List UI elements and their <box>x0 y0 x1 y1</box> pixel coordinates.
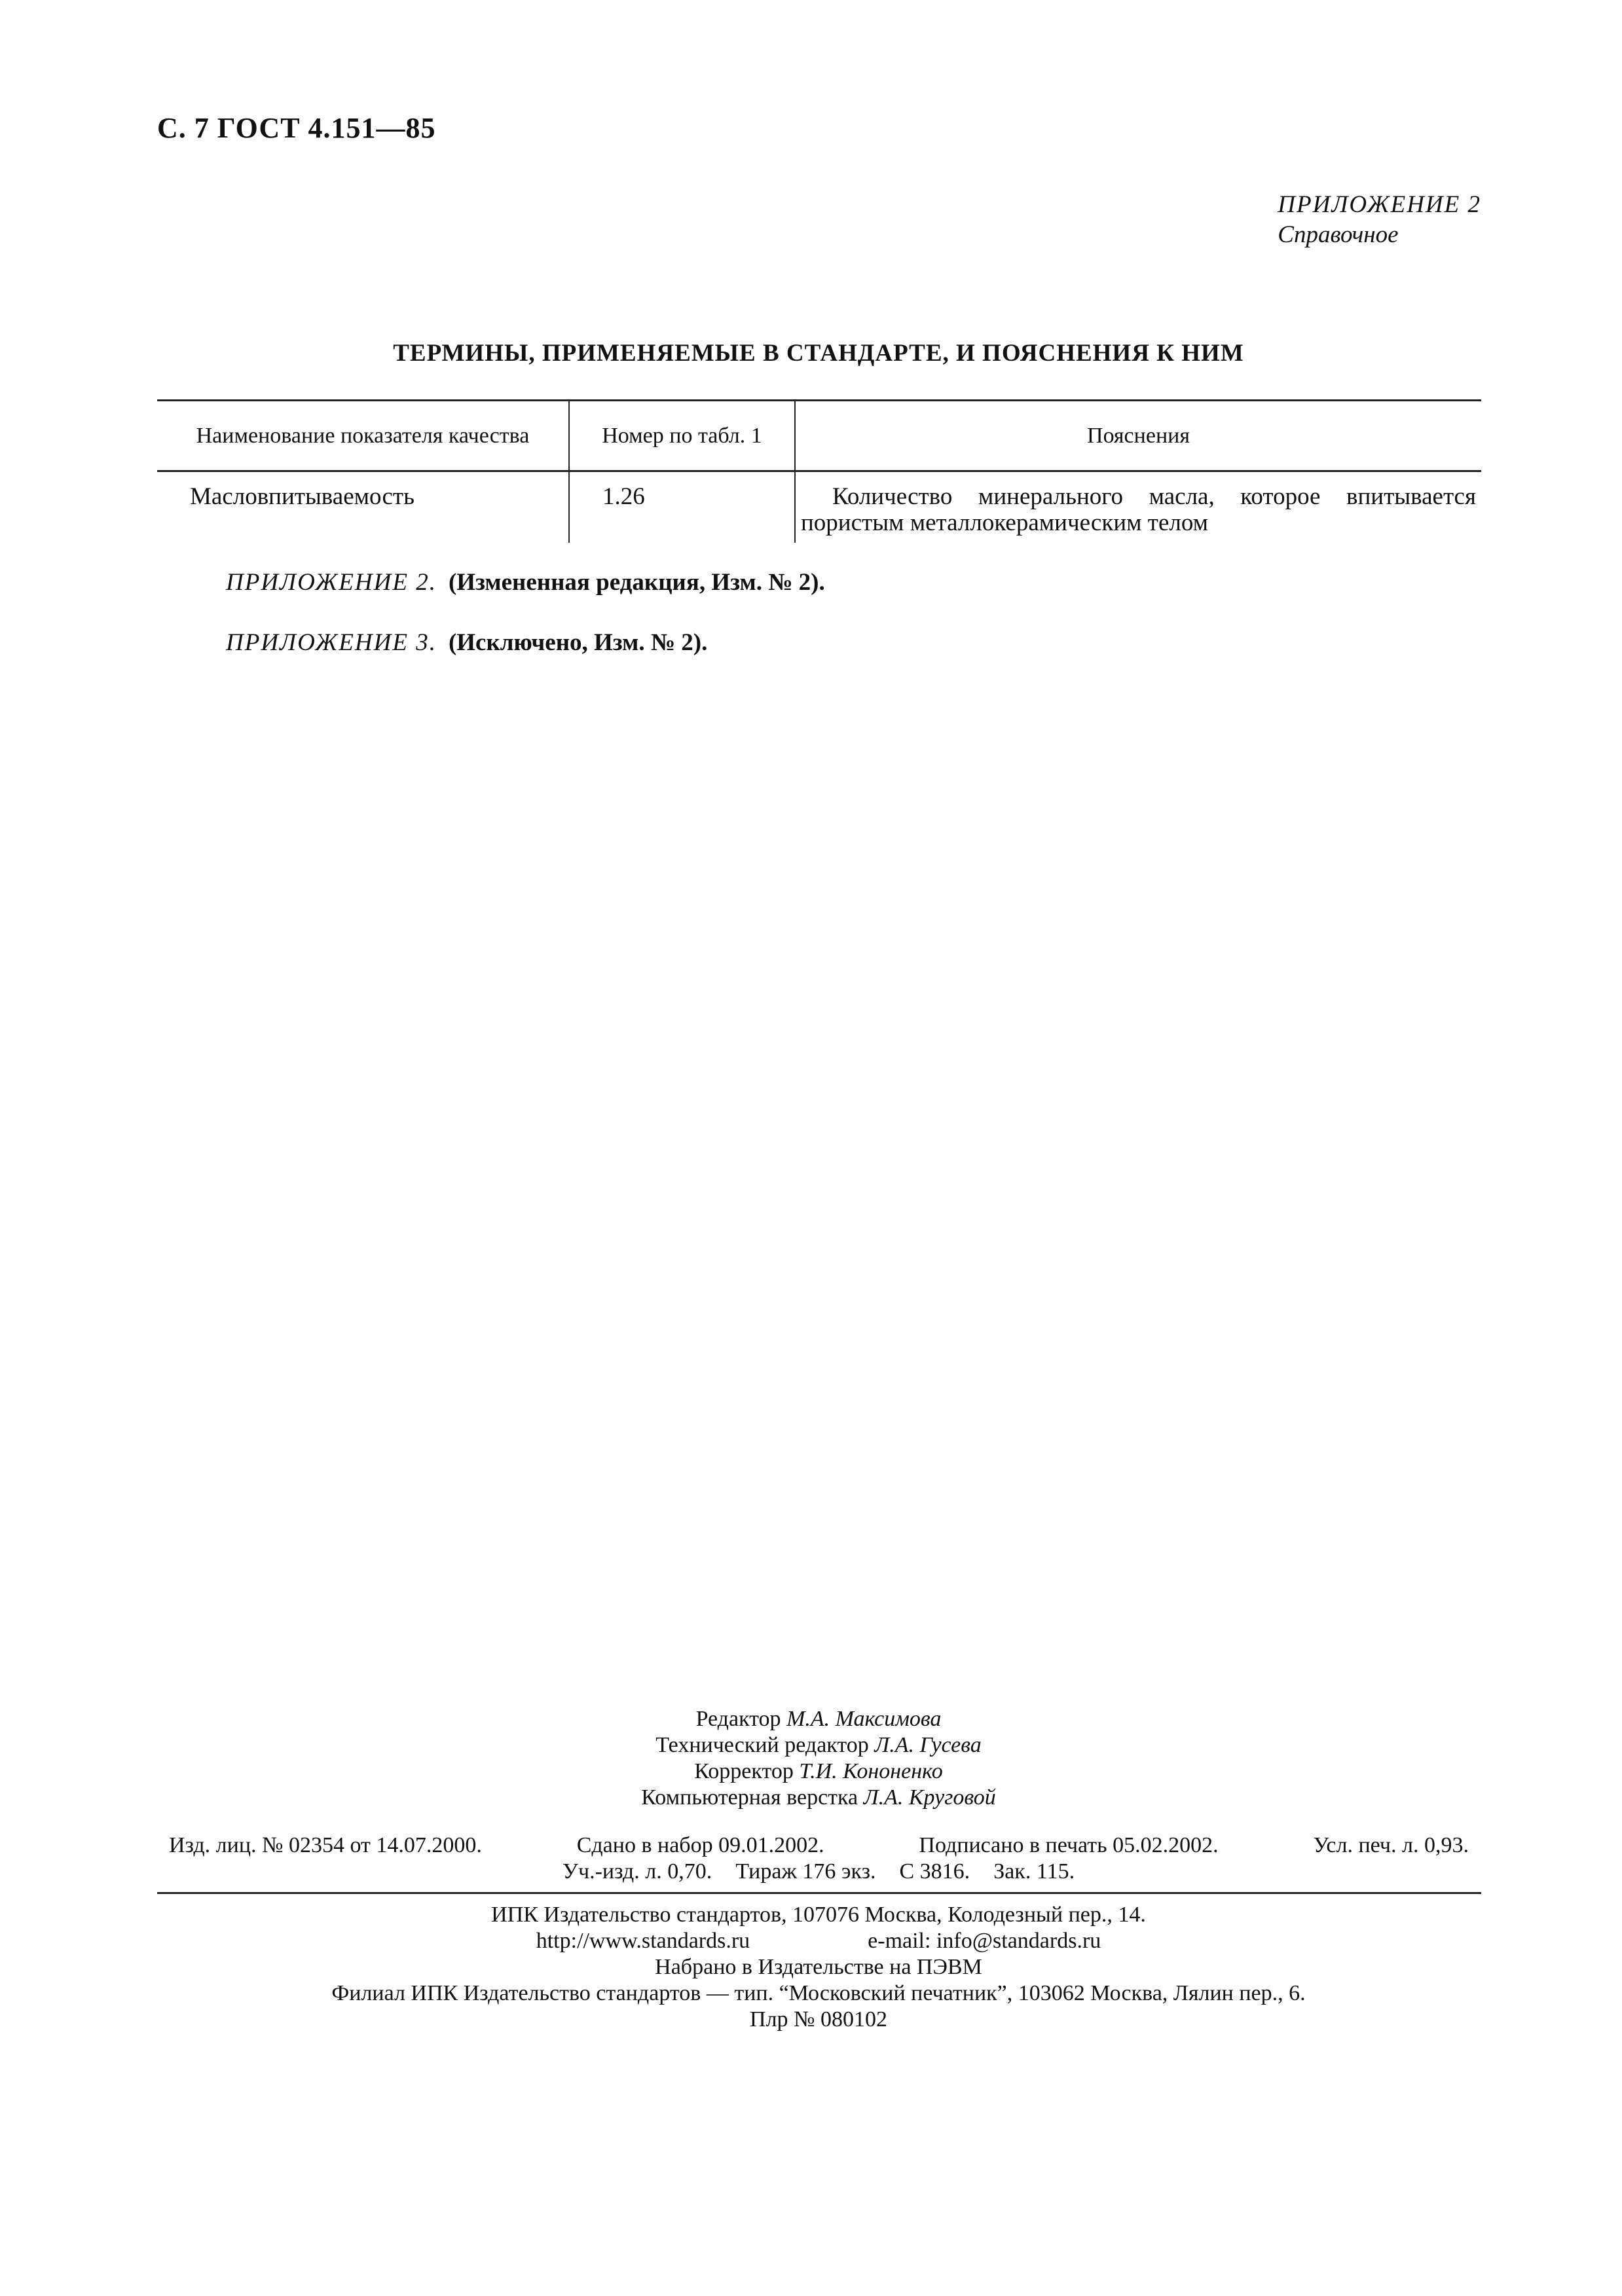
note-reference: ПРИЛОЖЕНИЕ 2. <box>226 569 437 596</box>
imprint-circulation: Тираж 176 экз. <box>735 1859 876 1884</box>
credit-name: М.А. Максимова <box>786 1707 942 1731</box>
cell-indicator-name: Масловпитываемость <box>157 471 569 543</box>
note-text: (Измененная редакция, Изм. № 2). <box>448 569 825 596</box>
table-header-row <box>157 401 1481 471</box>
appendix-number: ПРИЛОЖЕНИЕ 2 <box>1278 191 1481 218</box>
typeset-note: Набрано в Издательстве на ПЭВМ <box>655 1955 982 1979</box>
table-row <box>157 471 1481 543</box>
publisher-block <box>157 1902 1480 2033</box>
publisher-contacts <box>157 1928 1480 1954</box>
column-header-number: Номер по табл. 1 <box>569 401 795 471</box>
column-header-explanation: Пояснения <box>795 401 1481 471</box>
column-header-name: Наименование показателя качества <box>157 401 569 471</box>
cell-table-number: 1.26 <box>569 471 795 543</box>
credits-block <box>157 1706 1480 1811</box>
credit-role: Технический редактор <box>655 1733 869 1757</box>
credit-name: Л.А. Круговой <box>863 1785 996 1810</box>
imprint-line-2 <box>157 1859 1480 1884</box>
imprint-print-sheets: Усл. печ. л. 0,93. <box>1313 1833 1469 1857</box>
imprint-code: С 3816. <box>899 1859 970 1884</box>
imprint-order: Зак. 115. <box>993 1859 1075 1884</box>
credit-name: Т.И. Кононенко <box>799 1759 943 1783</box>
credit-role: Компьютерная верстка <box>641 1785 858 1810</box>
publisher-address: ИПК Издательство стандартов, 107076 Москва, Колодезный пер., 14. <box>491 1903 1146 1927</box>
credit-line <box>157 1758 1480 1785</box>
credit-role: Корректор <box>694 1759 794 1783</box>
credit-name: Л.А. Гусева <box>874 1733 982 1757</box>
credit-line <box>157 1706 1480 1732</box>
credit-line <box>157 1785 1480 1811</box>
amendment-note <box>226 629 707 657</box>
appendix-label <box>1278 190 1481 250</box>
printer-branch: Филиал ИПК Издательство стандартов — тип. “Московский печатник”, 103062 Москва, Лялин пер., 6. <box>331 1981 1306 2005</box>
publisher-website: http://www.standards.ru <box>536 1929 750 1953</box>
credit-line <box>157 1732 1480 1758</box>
imprint-line-1 <box>169 1833 1469 1858</box>
explanation-text: Количество минерального масла, которое впитывается пористым металлокерамическим телом <box>801 483 1476 536</box>
note-reference: ПРИЛОЖЕНИЕ 3. <box>226 629 437 656</box>
imprint-license: Изд. лиц. № 02354 от 14.07.2000. <box>169 1833 482 1857</box>
note-text: (Исключено, Изм. № 2). <box>448 629 708 656</box>
divider <box>157 1892 1481 1894</box>
credit-role: Редактор <box>695 1707 781 1731</box>
amendment-note <box>226 568 825 596</box>
imprint-pub-sheets: Уч.-изд. л. 0,70. <box>562 1859 712 1884</box>
cell-explanation <box>795 471 1481 543</box>
page-header: С. 7 ГОСТ 4.151—85 <box>157 112 436 144</box>
plr-number: Плр № 080102 <box>750 2007 887 2032</box>
document-title: ТЕРМИНЫ, ПРИМЕНЯЕМЫЕ В СТАНДАРТЕ, И ПОЯСНЕНИЯ К НИМ <box>393 340 1244 367</box>
publisher-email: e-mail: info@standards.ru <box>868 1929 1101 1953</box>
appendix-kind: Справочное <box>1278 221 1399 248</box>
imprint-signed: Подписано в печать 05.02.2002. <box>919 1833 1219 1857</box>
terms-table <box>157 399 1481 543</box>
imprint-typeset: Сдано в набор 09.01.2002. <box>576 1833 824 1857</box>
